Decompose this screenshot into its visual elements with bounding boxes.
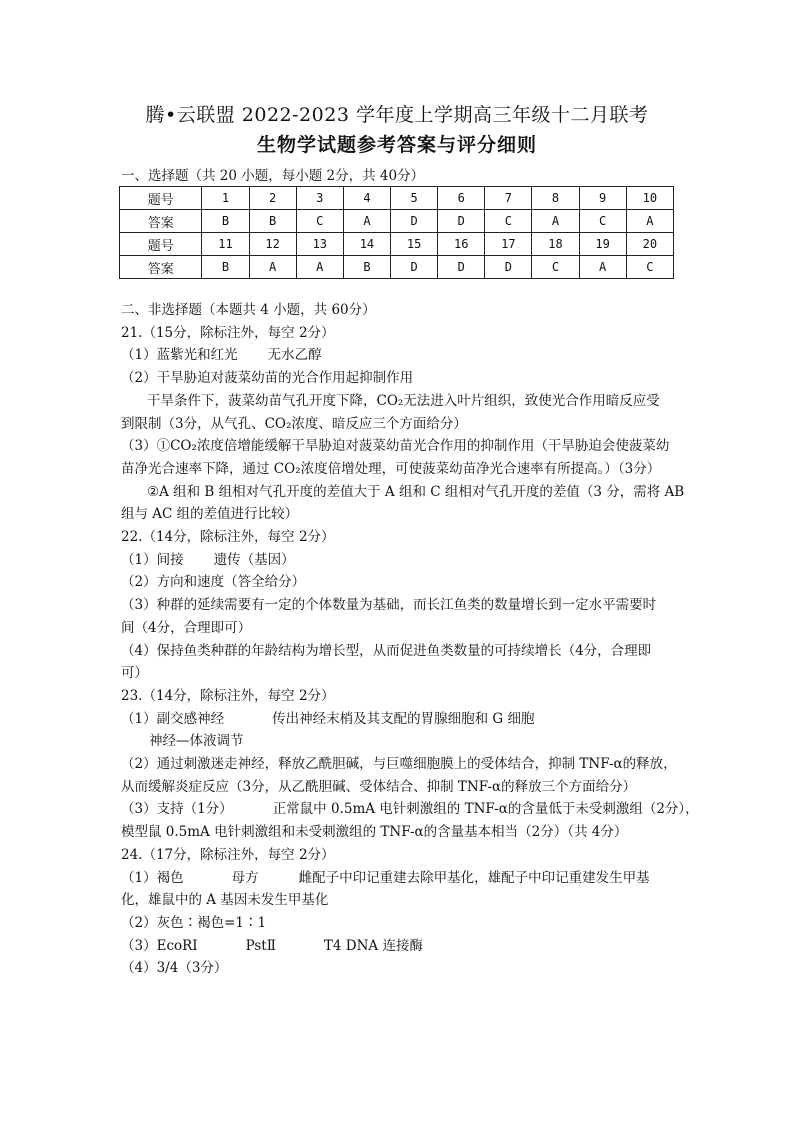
q23-answer-2-cont: 从而缓解炎症反应（3分，从乙酰胆碱、受体结合、抑制 TNF-α的释放三个方面给分）: [121, 778, 637, 795]
question-number-cell: 11: [202, 233, 249, 256]
question-number-cell: 13: [296, 233, 343, 256]
question-number-cell: 17: [485, 233, 532, 256]
answer-cell: A: [343, 210, 390, 233]
answer-cell: D: [438, 256, 485, 279]
question-number-cell: 10: [626, 187, 673, 210]
row-label-answer: 答案: [120, 210, 202, 233]
question-number-cell: 4: [343, 187, 390, 210]
answer-cell: D: [485, 256, 532, 279]
row-label-answer: 答案: [120, 256, 202, 279]
answer-cell: A: [626, 210, 673, 233]
section2-heading: 二、非选择题（本题共 4 小题，共 60分）: [121, 302, 376, 318]
question-number-cell: 6: [438, 187, 485, 210]
answer-cell: D: [438, 210, 485, 233]
answer-cell: C: [626, 256, 673, 279]
q24-answer-2: （2）灰色∶褐色=1∶1: [121, 914, 267, 931]
question-number-cell: 12: [249, 233, 296, 256]
q23-answer-3-cont: 模型鼠 0.5mA 电针刺激组和未受刺激组的 TNF-α的含量基本相当（2分）（共 4分）: [121, 824, 628, 841]
answer-cell: A: [249, 256, 296, 279]
q21-answer-3-part2-cont: 组与 AC 组的差值进行比较）: [121, 506, 299, 523]
question-number-row: [120, 233, 674, 256]
q22-answer-3: （3）种群的延续需要有一定的个体数量为基础，而长江鱼类的数量增长到一定水平需要时: [121, 597, 657, 614]
section2-content: [121, 299, 699, 980]
question-number-cell: 20: [626, 233, 673, 256]
question-number-cell: 7: [485, 187, 532, 210]
question-number-row: [120, 187, 674, 210]
answer-cell: D: [391, 256, 438, 279]
q21-answer-2: （2）干旱胁迫对菠菜幼苗的光合作用起抑制作用: [121, 370, 414, 387]
answer-cell: A: [579, 256, 626, 279]
q23-answer-2: （2）通过刺激迷走神经，释放乙酰胆碱，与巨噬细胞膜上的受体结合，抑制 TNF-α的释放，: [121, 756, 677, 773]
question-number-cell: 16: [438, 233, 485, 256]
q24-answer-3: （3）EcoRⅠ PstⅡ T4 DNA 连接酶: [121, 937, 423, 954]
question-number-cell: 2: [249, 187, 296, 210]
question-number-cell: 18: [532, 233, 579, 256]
q22-answer-2: （2）方向和速度（答全给分）: [121, 574, 306, 591]
q24-answer-4: （4）3/4（3分）: [121, 960, 228, 977]
question-number-cell: 1: [202, 187, 249, 210]
answer-cell: C: [532, 256, 579, 279]
answer-cell: C: [485, 210, 532, 233]
answer-cell: C: [296, 210, 343, 233]
answer-row: [120, 210, 674, 233]
question-number-cell: 3: [296, 187, 343, 210]
answer-cell: A: [532, 210, 579, 233]
section1-heading: 一、选择题（共 20 小题，每小题 2分，共 40分）: [121, 168, 425, 184]
exam-title: 腾•云联盟 2022-2023 学年度上学期高三年级十二月联考: [145, 104, 649, 126]
answer-cell: C: [579, 210, 626, 233]
q22-answer-4-cont: 可）: [121, 665, 148, 682]
q22-heading: 22.（14分，除标注外，每空 2分）: [121, 529, 335, 546]
q21-answer-2-detail-cont: 到限制（3分，从气孔、CO₂浓度、暗反应三个方面给分）: [121, 415, 467, 432]
answer-cell: B: [343, 256, 390, 279]
row-label-question: 题号: [120, 187, 202, 210]
q21-heading: 21.（15分，除标注外，每空 2分）: [121, 324, 335, 341]
question-number-cell: 15: [391, 233, 438, 256]
question-number-cell: 14: [343, 233, 390, 256]
q24-answer-1-cont: 化，雄鼠中的 A 基因未发生甲基化: [121, 892, 329, 909]
q22-answer-3-cont: 间（4分，合理即可）: [121, 619, 252, 636]
answer-cell: B: [202, 210, 249, 233]
answer-cell: B: [249, 210, 296, 233]
q21-answer-3-part2: ②A 组和 B 组相对气孔开度的差值大于 A 组和 C 组相对气孔开度的差值（3 分，需将 AB: [147, 483, 685, 500]
q23-answer-1-cont: 神经—体液调节: [149, 733, 244, 750]
question-number-cell: 19: [579, 233, 626, 256]
answer-row: [120, 256, 674, 279]
question-number-cell: 8: [532, 187, 579, 210]
q24-answer-1: （1）褐色 母方 雌配子中印记重建去除甲基化，雄配子中印记重建发生甲基: [121, 869, 650, 886]
q21-answer-3-cont: 苗净光合速率下降，通过 CO₂浓度倍增处理，可使菠菜幼苗净光合速率有所提高。）（3分）: [121, 460, 661, 477]
question-number-cell: 9: [579, 187, 626, 210]
answer-cell: A: [296, 256, 343, 279]
row-label-question: 题号: [120, 233, 202, 256]
q23-answer-3: （3）支持（1分） 正常鼠中 0.5mA 电针刺激组的 TNF-α的含量低于未受刺激组（2分），: [121, 801, 699, 818]
q24-heading: 24.（17分，除标注外，每空 2分）: [121, 846, 335, 863]
q21-answer-2-detail: 干旱条件下，菠菜幼苗气孔开度下降，CO₂无法进入叶片组织，致使光合作用暗反应受: [147, 392, 660, 409]
q23-heading: 23.（14分，除标注外，每空 2分）: [121, 687, 335, 704]
answer-cell: B: [202, 256, 249, 279]
q23-answer-1: （1）副交感神经 传出神经末梢及其支配的胃腺细胞和 G 细胞: [121, 710, 535, 727]
answer-cell: D: [391, 210, 438, 233]
document-title: 生物学试题参考答案与评分细则: [256, 134, 537, 156]
question-number-cell: 5: [391, 187, 438, 210]
q21-answer-1: （1）蓝紫光和红光 无水乙醇: [121, 347, 322, 364]
q22-answer-4: （4）保持鱼类种群的年龄结构为增长型，从而促进鱼类数量的可持续增长（4分，合理即: [121, 642, 652, 659]
choice-answer-table: [119, 186, 674, 279]
q21-answer-3: （3）①CO₂浓度倍增能缓解干旱胁迫对菠菜幼苗光合作用的抑制作用（干旱胁迫会使菠菜幼: [121, 438, 670, 455]
q22-answer-1: （1）间接 遗传（基因）: [121, 551, 295, 568]
